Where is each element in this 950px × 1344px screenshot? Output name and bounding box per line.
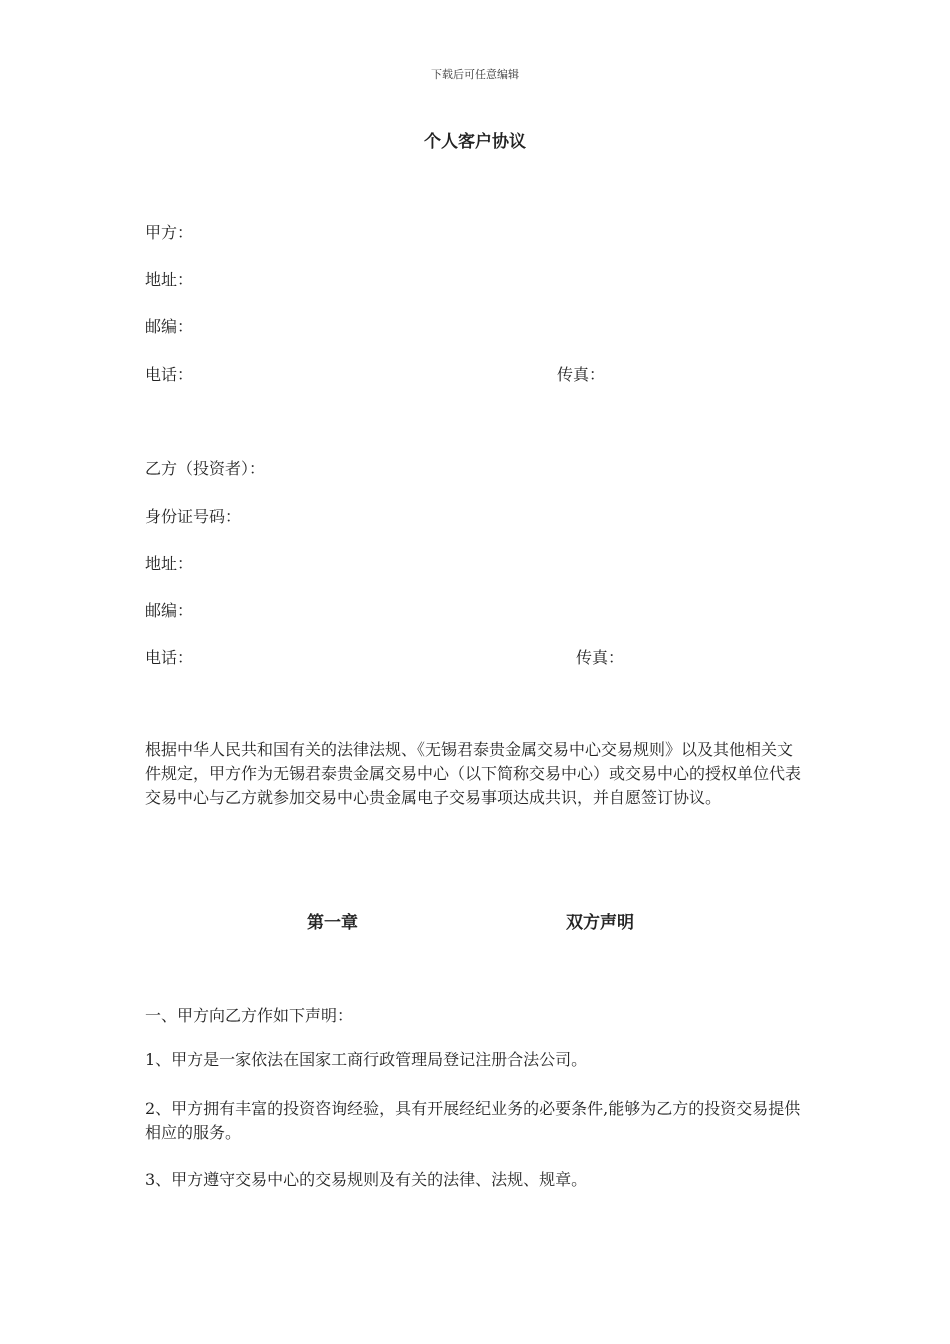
section-heading: 一、甲方向乙方作如下声明： (145, 1006, 354, 1025)
chapter-number: 第一章 (307, 913, 358, 933)
party-b-address-label: 地址： (145, 554, 194, 573)
party-a-postcode-label: 邮编： (145, 317, 194, 336)
party-b-id-label: 身份证号码： (145, 507, 242, 526)
chapter-title: 双方声明 (566, 913, 634, 933)
party-a-address-label: 地址： (145, 270, 194, 289)
party-a-name-label: 甲方： (145, 223, 194, 242)
party-b-name-label: 乙方（投资者）： (145, 459, 266, 478)
party-a-phone-label: 电话： (145, 365, 194, 384)
party-b-fax-label: 传真： (576, 648, 625, 667)
header-note: 下载后可任意编辑 (431, 68, 519, 81)
clause-2: 2、甲方拥有丰富的投资咨询经验，具有开展经纪业务的必要条件,能够为乙方的投资交易提供相应的服务。 (145, 1099, 801, 1142)
preamble-paragraph: 根据中华人民共和国有关的法律法规、《无锡君泰贵金属交易中心交易规则》以及其他相关文件规定，甲方作为无锡君泰贵金属交易中心（以下简称交易中心）或交易中心的授权单位代表交易中心与乙方就参加交易中心贵金属电子交易事项达成共识，并自愿签订协议。 (145, 740, 802, 807)
clause-3: 3、甲方遵守交易中心的交易规则及有关的法律、法规、规章。 (145, 1170, 588, 1189)
document-title: 个人客户协议 (424, 132, 526, 152)
party-a-fax-label: 传真： (557, 365, 606, 384)
clause-1: 1、甲方是一家依法在国家工商行政管理局登记注册合法公司。 (145, 1050, 588, 1069)
party-b-phone-label: 电话： (145, 648, 194, 667)
party-b-postcode-label: 邮编： (145, 601, 194, 620)
